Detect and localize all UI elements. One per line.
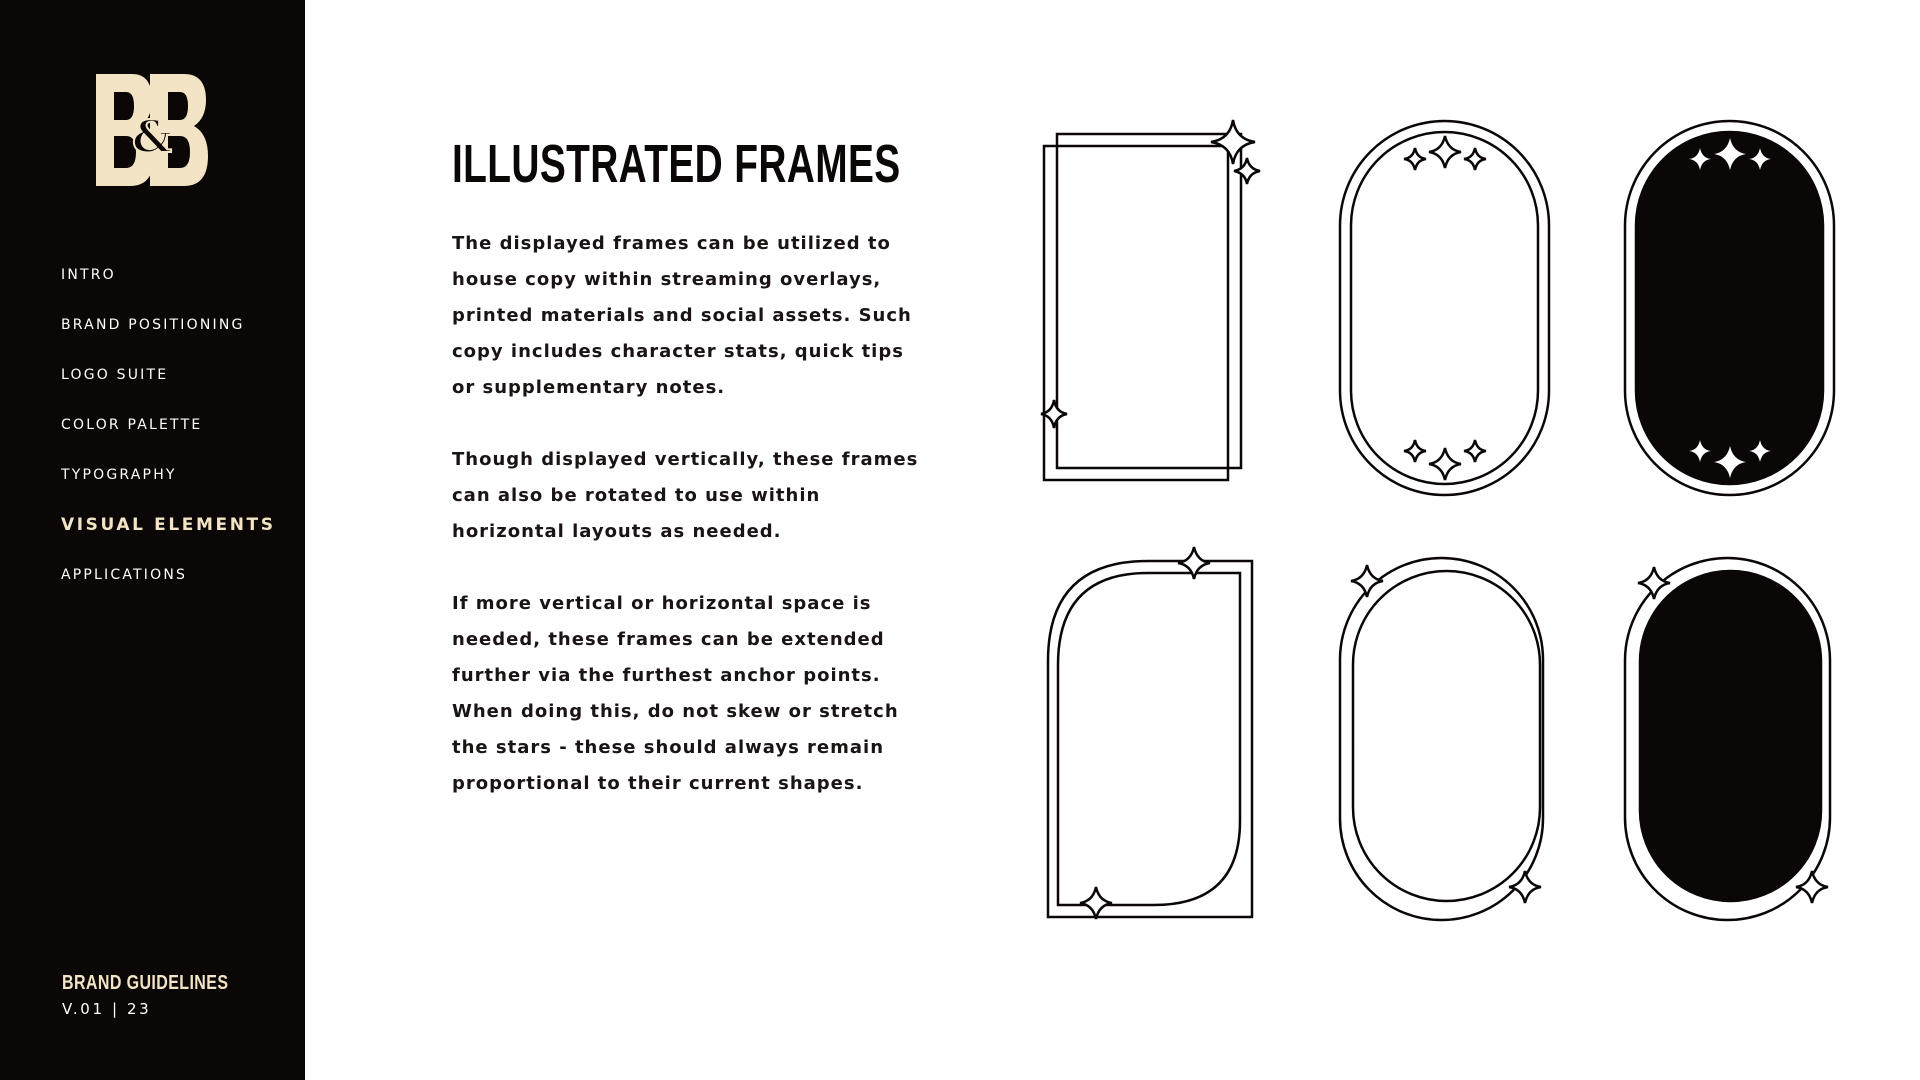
paragraph-3: If more vertical or horizontal space is needed, these frames can be extended further via the furthest anchor points. When doing this, do not skew or stretch the stars - these should always remain proportional to their current shapes. <box>452 593 899 794</box>
page-title: ILLUSTRATED FRAMES <box>452 134 901 194</box>
paragraph-2: Though displayed vertically, these frames can also be rotated to use within horizontal layouts as needed. <box>452 449 919 542</box>
paragraph-1: The displayed frames can be utilized to house copy within streaming overlays, printed materials and social assets. Such copy includes character stats, quick tips or supplementary notes. <box>452 233 912 398</box>
sidebar-nav <box>61 265 276 615</box>
footer-title: BRAND GUIDELINES <box>62 972 229 994</box>
frame-capsule-filled-stars <box>1622 118 1837 498</box>
frame-capsule-stars <box>1337 118 1552 498</box>
nav-item-typography[interactable]: TYPOGRAPHY <box>61 467 177 483</box>
frame-capsule-filled <box>1622 555 1837 925</box>
nav-item-logo-suite[interactable]: LOGO SUITE <box>61 367 169 383</box>
nav-item-visual-elements[interactable]: VISUAL ELEMENTS <box>61 515 276 535</box>
svg-text:&: & <box>132 112 172 163</box>
nav-item-intro[interactable]: INTRO <box>61 267 116 283</box>
sidebar <box>0 0 305 1080</box>
frame-rectangle <box>1040 130 1270 490</box>
nav-item-brand-positioning[interactable]: BRAND POSITIONING <box>61 317 245 333</box>
nav-item-applications[interactable]: APPLICATIONS <box>61 567 188 583</box>
frame-capsule-offset <box>1337 555 1552 925</box>
nav-item-color-palette[interactable]: COLOR PALETTE <box>61 417 203 433</box>
brand-logo[interactable] <box>92 70 212 190</box>
footer-version: V.01 | 23 <box>62 1000 152 1018</box>
star-icon <box>1211 120 1255 164</box>
sidebar-footer <box>62 972 270 1018</box>
frame-half-rounded <box>1044 555 1256 925</box>
body-copy <box>452 226 922 838</box>
